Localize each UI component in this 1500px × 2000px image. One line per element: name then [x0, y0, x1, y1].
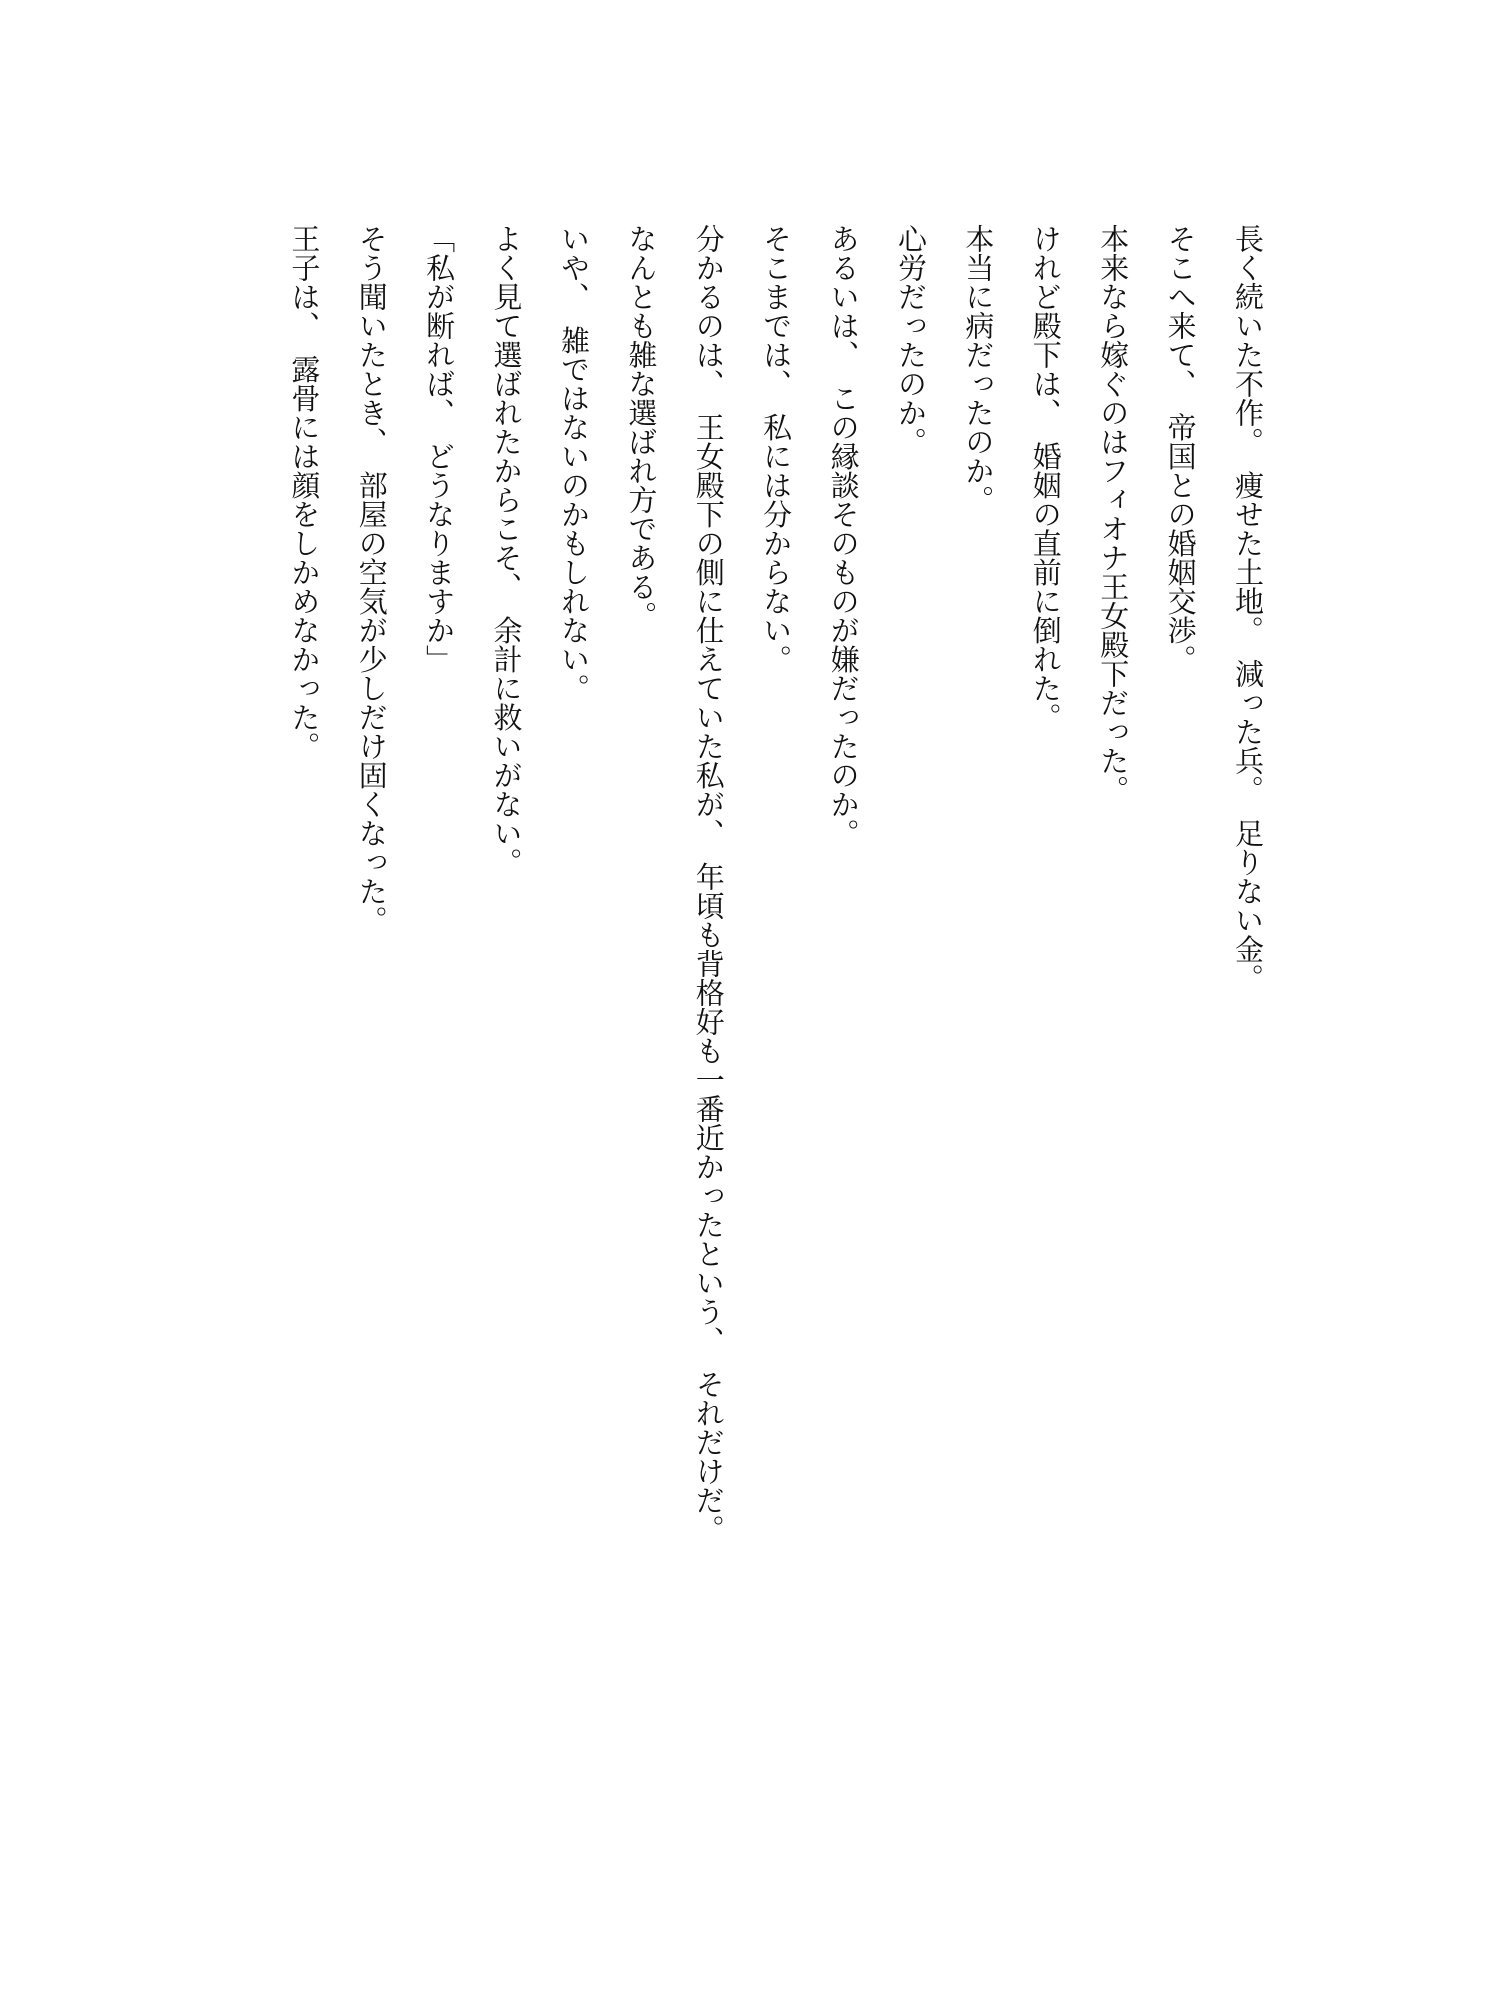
text-line: けれど殿下は、 婚姻の直前に倒れた。	[1028, 224, 1063, 732]
text-line: 本当に病だったのか。	[961, 224, 996, 514]
text-line: 心労だったのか。	[893, 224, 928, 456]
text-line: 本来なら嫁ぐのはフィオナ王女殿下だった。	[1096, 224, 1131, 804]
text-line: そこまでは、 私には分からない。	[759, 224, 794, 674]
text-line: いや、 雑ではないのかもしれない。	[556, 224, 591, 703]
text-line: そこへ来て、 帝国との婚姻交渉。	[1163, 224, 1198, 674]
dialogue-line: 「私が断れば、 どうなりますか」	[422, 224, 457, 674]
text-line: あるいは、 この縁談そのものが嫌だったのか。	[826, 224, 861, 848]
text-line: よく見て選ばれたからこそ、 余計に救いがない。	[489, 224, 524, 877]
vertical-text-body	[270, 224, 1281, 1784]
text-line: 王子は、 露骨には顔をしかめなかった。	[287, 224, 322, 761]
text-line: 分かるのは、 王女殿下の側に仕えていた私が、 年頃も背格好も一番近かったという、 それだけだ。	[691, 224, 726, 1544]
text-line: なんとも雑な選ばれ方である。	[624, 224, 659, 630]
text-line: そう聞いたとき、 部屋の空気が少しだけ固くなった。	[354, 224, 389, 935]
text-line: 長く続いた不作。 痩せた土地。 減った兵。 足りない金。	[1231, 224, 1265, 993]
